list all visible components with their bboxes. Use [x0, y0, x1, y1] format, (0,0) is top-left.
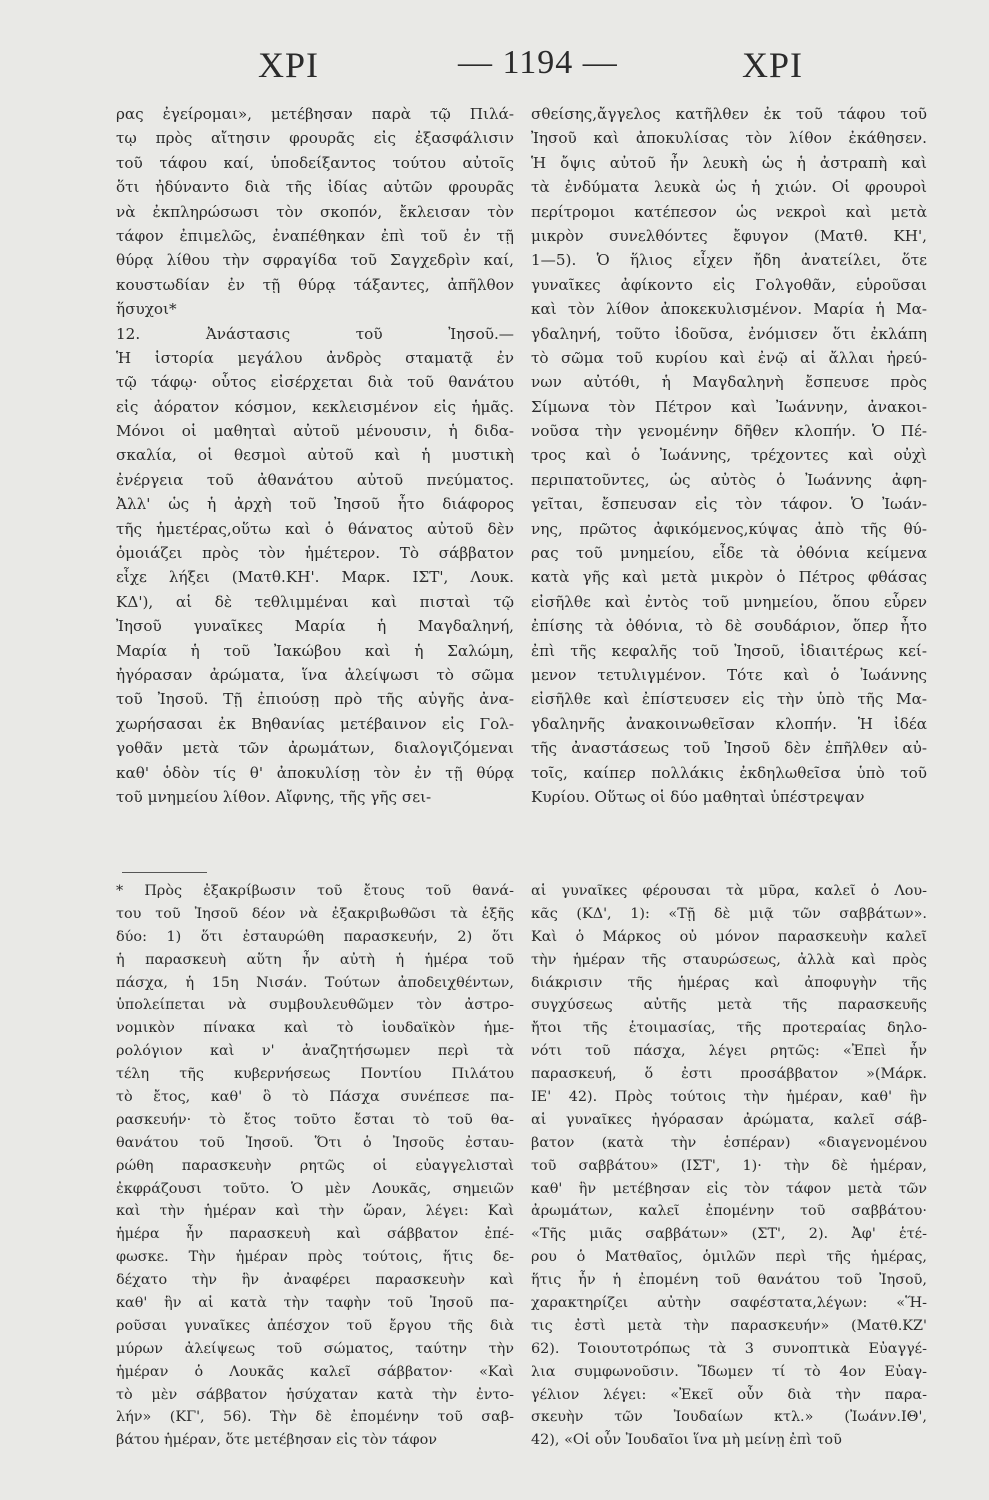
text-line: Μόνοι οἱ μαθηταὶ αὐτοῦ μένουσιν, ἡ διδα-: [116, 422, 514, 441]
text-line: γυναῖκες ἀφίκοντο εἰς Γολγοθᾶν, εὑροῦσαι: [531, 275, 927, 294]
footnote-line: του τοῦ Ἰησοῦ δέον νὰ ἐξακριβωθῶσι τὰ ἑξῆς: [116, 905, 514, 922]
text-line: ὅτι ἠδύναντο διὰ τῆς ἰδίας αὐτῶν φρουρᾶς: [116, 178, 514, 197]
footnote-line: λια συμφωνοῦσιν. Ἴδωμεν τί τὸ 4ον Εὐαγ-: [531, 1363, 927, 1380]
text-line: γδαληνῆς ἀνακοινωθεῖσαν κλοπήν. Ἡ ἰδέα: [531, 714, 927, 733]
text-line: κουστωδίαν ἐν τῇ θύρᾳ τάξαντες, ἀπῆλθον: [116, 275, 514, 294]
text-line: τὸ σῶμα τοῦ κυρίου καὶ ἐνῷ αἱ ἄλλαι ἠρεύ-: [531, 348, 927, 367]
footnote-line: ροῦσαι γυναῖκες ἀπέσχον τοῦ ἔργου τῆς διὰ: [116, 1317, 514, 1334]
text-line: ρας ἐγείρομαι», μετέβησαν παρὰ τῷ Πιλά-: [116, 105, 514, 123]
text-line: Ἡ ἱστορία μεγάλου ἀνδρὸς σταματᾷ ἐν: [116, 348, 514, 367]
page-number: — 1194 —: [458, 44, 618, 81]
text-line: εἰσῆλθε καὶ ἐντὸς τοῦ μνημείου, ὅπου εὗρεν: [531, 592, 927, 611]
text-line: εἶχε λήξει (Ματθ.ΚΗ'. Μαρκ. ΙΣΤ', Λουκ.: [116, 568, 514, 587]
footnote-line: ρώθη παρασκευὴν ρητῶς οἱ εὐαγγελισταὶ: [116, 1157, 514, 1174]
footnote-line: τὸ ἔτος, καθ' ὃ τὸ Πάσχα συνέπεσε πα-: [116, 1089, 514, 1106]
footnote-line: τοῦ σαββάτου» (ΙΣΤ', 1)· τὴν δὲ ἡμέραν,: [531, 1157, 927, 1174]
footnote-line: πάσχα, ἡ 15η Νισάν. Τούτων ἀποδειχθέντων,: [116, 974, 514, 991]
text-line: γοθᾶν μετὰ τῶν ἀρωμάτων, διαλογιζόμεναι: [116, 739, 514, 758]
footnote-line: ρου ὁ Ματθαῖος, ὁμιλῶν περὶ τῆς ἡμέρας,: [531, 1249, 927, 1266]
footnote-line: ρολόγιον καὶ ν' ἀναζητήσωμεν περὶ τὰ: [116, 1043, 514, 1060]
text-line: καθ' ὁδὸν τίς θ' ἀποκυλίσῃ τὸν ἐν τῇ θύρᾳ: [116, 763, 514, 782]
footnote-line: γέλιον λέγει: «Ἐκεῖ οὖν διὰ τὴν παρα-: [531, 1386, 927, 1403]
running-head-left: ΧΡΙ: [258, 45, 320, 85]
text-line: ἠγόρασαν ἀρώματα, ἵνα ἀλείψωσι τὸ σῶμα: [116, 665, 514, 684]
footnote-line: τὸ μὲν σάββατον ἡσύχαταν κατὰ τὴν ἐντο-: [116, 1386, 514, 1403]
text-line: τρος καὶ ὁ Ἰωάννης, τρέχοντες καὶ οὐχὶ: [531, 446, 927, 465]
text-line: νης, πρῶτος ἀφικόμενος,κύψας ἀπὸ τῆς θύ-: [531, 519, 927, 538]
text-line: ἐπὶ τῆς κεφαλῆς τοῦ Ἰησοῦ, ἰδιαιτέρως κεί-: [531, 641, 927, 660]
text-line: Ἡ ὄψις αὐτοῦ ἦν λευκὴ ὡς ἡ ἀστραπὴ καὶ: [531, 153, 927, 172]
text-line: τάφον ἐπιμελῶς, ἐναπέθηκαν ἐπὶ τοῦ ἐν τῇ: [116, 226, 514, 245]
text-line: 1—5). Ὁ ἥλιος εἶχεν ἤδη ἀνατείλει, ὅτε: [531, 251, 927, 270]
footnote-line: αἱ γυναῖκες ἠγόρασαν ἀρώματα, καλεῖ σάβ-: [531, 1111, 927, 1128]
footnote-line: νομικὸν πίνακα καὶ τὸ ἰουδαϊκὸν ἡμε-: [116, 1020, 514, 1037]
footnote-line: ρασκευήν· τὸ ἔτος τοῦτο ἔσται τὸ τοῦ θα-: [116, 1111, 514, 1128]
text-line: ἐνέργεια τοῦ ἀθανάτου αὐτοῦ πνεύματος.: [116, 470, 514, 489]
text-line: τῳ πρὸς αἴτησιν φρουρᾶς εἰς ἐξασφάλισιν: [116, 129, 514, 148]
footnote-line: ὑπολείπεται νὰ συμβουλευθῶμεν τὸν ἀστρο-: [116, 997, 514, 1014]
footnote-line: συγχύσεως αὐτῆς μετὰ τῆς παρασκευῆς: [531, 997, 927, 1014]
footnote-line: δέχατο τὴν ἣν ἀναφέρει παρασκευὴν καὶ: [116, 1272, 514, 1289]
text-line: σκαλία, οἱ θεσμοὶ αὐτοῦ καὶ ἡ μυστικὴ: [116, 446, 514, 465]
text-line: Ἀλλ' ὡς ἡ ἀρχὴ τοῦ Ἰησοῦ ἦτο διάφορος: [116, 495, 514, 514]
footnote-line: «Τῆς μιᾶς σαββάτων» (ΣΤ', 2). Ἀφ' ἑτέ-: [531, 1226, 927, 1243]
text-line: νων αὐτόθι, ἡ Μαγδαληνὴ ἔσπευσε πρὸς: [531, 373, 927, 392]
text-line: τοῦ μνημείου λίθον. Αἴφνης, τῆς γῆς σει-: [116, 787, 432, 806]
right-column-text: [531, 102, 927, 809]
text-line: τῆς ἀναστάσεως τοῦ Ἰησοῦ δὲν ἐπῆλθεν αὐ-: [531, 739, 927, 758]
footnote-left-column: [116, 880, 514, 1452]
text-line: ἐπίσης τὰ ὀθόνια, τὸ δὲ σουδάριον, ὅπερ ἦτο: [531, 617, 927, 636]
text-line: Ἰησοῦ γυναῖκες Μαρία ἡ Μαγδαληνή,: [116, 617, 514, 636]
text-line: τοῖς, καίπερ πολλάκις ἐκδηλωθεῖσα ὑπὸ τοῦ: [531, 763, 927, 782]
text-line: περίτρομοι κατέπεσον ὡς νεκροὶ καὶ μετὰ: [531, 202, 927, 221]
footnote-line: νότι τοῦ πάσχα, λέγει ρητῶς: «Ἐπεὶ ἦν: [531, 1043, 927, 1060]
footnote-line: βατον (κατὰ τὴν ἑσπέραν) «διαγενομένου: [531, 1134, 927, 1151]
text-line: μικρὸν συνελθόντες ἔφυγον (Ματθ. ΚΗ',: [531, 226, 927, 245]
text-line: περιπατοῦντες, ὡς αὐτὸς ὁ Ἰωάννης ἀφη-: [531, 470, 927, 489]
text-line: τὰ ἐνδύματα λευκὰ ὡς ἡ χιών. Οἱ φρουροὶ: [531, 178, 927, 197]
footnote-line: διάκρισιν τῆς ἡμέρας καὶ ἀποφυγὴν τῆς: [531, 974, 927, 991]
running-head-right: ΧΡΙ: [742, 45, 804, 85]
footnote-line: δύο: 1) ὅτι ἐσταυρώθη παρασκευήν, 2) ὅτι: [116, 928, 514, 945]
text-line: γδαληνή, τοῦτο ἰδοῦσα, ἐνόμισεν ὅτι ἐκλάπη: [531, 324, 927, 343]
page-header: [0, 40, 989, 100]
footnote-line: χαρακτηρίζει αὐτὴν σαφέστατα,λέγων: «Ἥ-: [531, 1295, 927, 1312]
text-line: Σίμωνα τὸν Πέτρον καὶ Ἰωάννην, ἀνακοι-: [531, 397, 927, 416]
text-line: ρας τοῦ μνημείου, εἶδε τὰ ὀθόνια κείμενα: [531, 544, 927, 563]
footnote-line: μύρων ἀλείψεως τοῦ σώματος, ταύτην τὴν: [116, 1340, 514, 1357]
footnote-line: ἡμέρα ἦν παρασκευὴ καὶ σάββατον ἐπέ-: [116, 1226, 514, 1243]
footnote-line: Καὶ ὁ Μάρκος οὐ μόνον παρασκευὴν καλεῖ: [531, 928, 927, 945]
footnote-line: ἡ παρασκευὴ αὕτη ἦν αὐτὴ ἡ ἡμέρα τοῦ: [116, 951, 514, 968]
text-line: ὁμοιάζει πρὸς τὸν ἡμέτερον. Τὸ σάββατον: [116, 544, 514, 563]
text-line: τοῦ τάφου καί, ὑποδείξαντος τούτου αὐτοῖς: [116, 153, 514, 172]
footnote-line: αἱ γυναῖκες φέρουσαι τὰ μῦρα, καλεῖ ὁ Λου-: [531, 883, 927, 899]
text-line: Μαρία ἡ τοῦ Ἰακώβου καὶ ἡ Σαλώμη,: [116, 641, 514, 660]
footnote-line: 42), «Οἱ οὖν Ἰουδαῖοι ἵνα μὴ μείνῃ ἐπὶ τοῦ: [531, 1432, 842, 1449]
text-line: εἰς ἀόρατον κόσμον, κεκλεισμένον εἰς ἡμᾶς.: [116, 397, 514, 416]
footnote-line: τις ἐστὶ μετὰ τὴν παρασκευήν» (Ματθ.ΚΖ': [531, 1317, 927, 1334]
text-line: τῷ τάφῳ· οὗτος εἰσέρχεται διὰ τοῦ θανάτου: [116, 373, 514, 392]
footnote-line: τὴν ἡμέραν τῆς σταυρώσεως, ἀλλὰ καὶ πρὸς: [531, 951, 927, 968]
footnote-line: 62). Τοιουτοτρόπως τὰ 3 συνοπτικὰ Εὐαγγέ-: [531, 1340, 927, 1357]
text-line: Κυρίου. Οὕτως οἱ δύο μαθηταὶ ὑπέστρεψαν: [531, 787, 865, 806]
left-column-text: [116, 102, 514, 809]
footnote-line: καθ' ἣν μετέβησαν εἰς τὸν τάφον μετὰ τῶν: [531, 1180, 927, 1197]
text-line: καὶ τὸν λίθον ἀποκεκυλισμένον. Μαρία ἡ Μα-: [531, 300, 927, 319]
footnote-line: ΙΕ' 42). Πρὸς τούτοις τὴν ἡμέραν, καθ' ἣν: [531, 1089, 927, 1106]
text-line: τῆς ἡμετέρας,οὕτω καὶ ὁ θάνατος αὐτοῦ δὲν: [116, 519, 514, 538]
footnote-line: φωσκε. Τὴν ἡμέραν πρὸς τούτοις, ἥτις δε-: [116, 1249, 514, 1266]
text-line: εἰσῆλθε καὶ ἐπίστευσεν εἰς τὴν ὑπὸ τῆς Μα-: [531, 690, 927, 709]
footnote-line: κᾶς (ΚΔ', 1): «Τῇ δὲ μιᾷ τῶν σαββάτων».: [531, 905, 927, 922]
footnote-line: παρασκευή, ὅ ἐστι προσάββατον »(Μάρκ.: [531, 1066, 927, 1083]
footnote-right-column: [531, 880, 927, 1452]
text-line: γεῖται, ἔσπευσαν εἰς τὸν τάφον. Ὁ Ἰωάν-: [531, 495, 927, 514]
footnote-line: ἀρωμάτων, καλεῖ ἐπομένην τοῦ σαββάτου·: [531, 1203, 927, 1220]
text-line: ἥσυχοι*: [116, 300, 177, 319]
footnote-line: σκευὴν τῶν Ἰουδαίων κτλ.» (Ἰωάνν.ΙΘ',: [531, 1409, 927, 1426]
text-line: νοῦσα τὴν γενομένην δῆθεν κλοπήν. Ὁ Πέ-: [531, 422, 927, 441]
text-line: νὰ ἐκπληρώσωσι τὸν σκοπόν, ἔκλεισαν τὸν: [116, 202, 514, 221]
footnote-line: τέλη τῆς κυβερνήσεως Ποντίου Πιλάτου: [116, 1066, 514, 1083]
footnote-rule: [122, 872, 207, 873]
footnote-line: ἡμέραν ὁ Λουκᾶς καλεῖ σάββατον· «Καὶ: [116, 1363, 514, 1380]
footnote-line: ἥτις ἦν ἡ ἐπομένη τοῦ θανάτου τοῦ Ἰησοῦ,: [531, 1272, 927, 1289]
text-line: ΚΔ'), αἱ δὲ τεθλιμμέναι καὶ πισταὶ τῷ: [116, 592, 514, 611]
footnote-line: καθ' ἣν αἱ κατὰ τὴν ταφὴν τοῦ Ἰησοῦ πα-: [116, 1295, 514, 1312]
text-line: τοῦ Ἰησοῦ. Τῇ ἐπιούσῃ πρὸ τῆς αὐγῆς ἀνα-: [116, 690, 514, 709]
text-line: μενον τετυλιγμένον. Τότε καὶ ὁ Ἰωάννης: [531, 665, 927, 684]
text-line: κατὰ γῆς καὶ μετὰ μικρὸν ὁ Πέτρος φθάσας: [531, 568, 927, 587]
text-line: Ἰησοῦ καὶ ἀποκυλίσας τὸν λίθον ἐκάθησεν.: [531, 129, 927, 148]
footnote-line: βάτου ἡμέραν, ὅτε μετέβησαν εἰς τὸν τάφον: [116, 1432, 438, 1449]
footnote-line: λήν» (ΚΓ', 56). Τὴν δὲ ἐπομένην τοῦ σαβ-: [116, 1409, 514, 1426]
footnote-line: * Πρὸς ἐξακρίβωσιν τοῦ ἔτους τοῦ θανά-: [116, 883, 514, 899]
text-line: σθείσης,ἄγγελος κατῆλθεν ἐκ τοῦ τάφου τοῦ: [531, 105, 927, 123]
text-line: θύρᾳ λίθου τὴν σφραγίδα τοῦ Σαγχεδρὶν καί,: [116, 251, 514, 270]
footnote-line: ἐκφράζουσι τοῦτο. Ὁ μὲν Λουκᾶς, σημειῶν: [116, 1180, 514, 1197]
footnote-line: καὶ τὴν ἡμέραν καὶ τὴν ὥραν, λέγει: Καὶ: [116, 1203, 514, 1220]
text-line: χωρήσασαι ἐκ Βηθανίας μετέβαινον εἰς Γολ-: [116, 714, 514, 733]
footnote-line: ἤτοι τῆς ἑτοιμασίας, τῆς προτεραίας δηλο-: [531, 1020, 927, 1037]
text-line: 12. Ἀνάστασις τοῦ Ἰησοῦ.—: [116, 324, 514, 343]
footnote-line: θανάτου τοῦ Ἰησοῦ. Ὅτι ὁ Ἰησοῦς ἐσταυ-: [116, 1134, 514, 1151]
